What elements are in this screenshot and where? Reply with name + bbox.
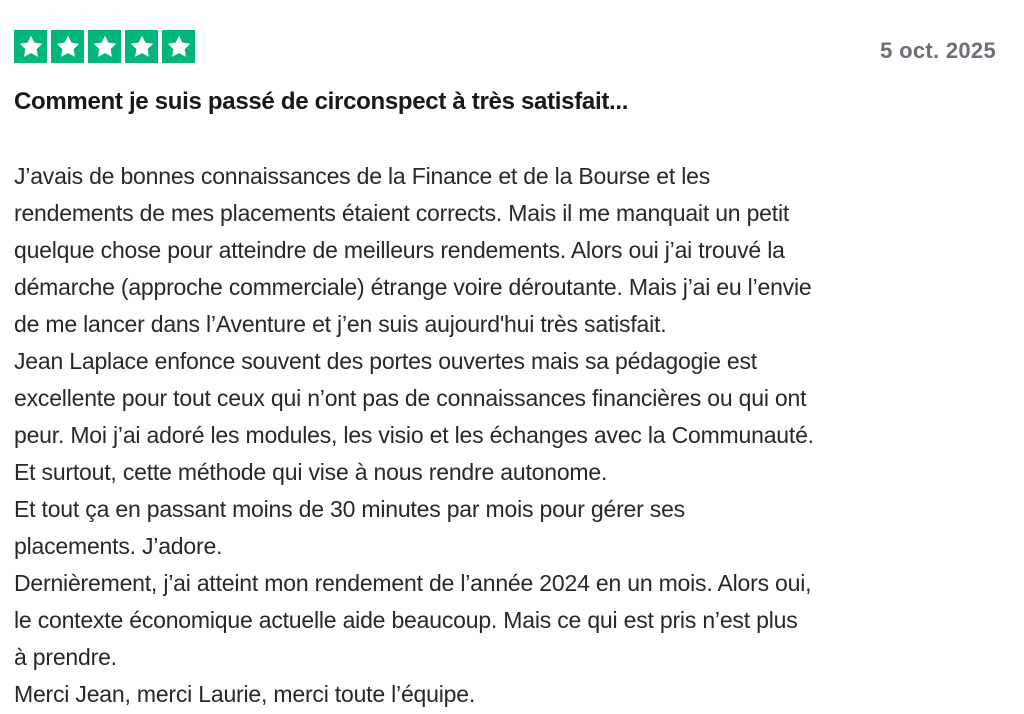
review-body-line: Jean Laplace enfonce souvent des portes ouvertes mais sa pédagogie est <box>14 348 757 374</box>
star-icon <box>88 30 121 63</box>
review-body-line: excellente pour tout ceux qui n’ont pas de connaissances financières ou qui ont <box>14 385 807 411</box>
review-body <box>14 158 996 713</box>
review-body-line: Merci Jean, merci Laurie, merci toute l’équipe. <box>14 681 476 707</box>
review-body-line: Dernièrement, j’ai atteint mon rendement de l’année 2024 en un mois. Alors oui, <box>14 570 812 596</box>
star-icon <box>51 30 84 63</box>
star-icon <box>125 30 158 63</box>
review-header <box>14 30 996 64</box>
review-body-line: peur. Moi j’ai adoré les modules, les visio et les échanges avec la Communauté. <box>14 422 814 448</box>
review-body-line: Et surtout, cette méthode qui vise à nous rendre autonome. <box>14 459 608 485</box>
review-body-line: à prendre. <box>14 644 117 670</box>
review-body-line: démarche (approche commerciale) étrange voire déroutante. Mais j’ai eu l’envie <box>14 274 812 300</box>
review-body-line: le contexte économique actuelle aide beaucoup. Mais ce qui est pris n’est plus <box>14 607 798 633</box>
review-body-line: Et tout ça en passant moins de 30 minutes par mois pour gérer ses <box>14 496 685 522</box>
star-icon <box>162 30 195 63</box>
review-body-line: J’avais de bonnes connaissances de la Finance et de la Bourse et les <box>14 163 711 189</box>
review-body-line: placements. J’adore. <box>14 533 223 559</box>
review-body-line: de me lancer dans l’Aventure et j’en suis aujourd'hui très satisfait. <box>14 311 667 337</box>
review-body-line: quelque chose pour atteindre de meilleurs rendements. Alors oui j’ai trouvé la <box>14 237 785 263</box>
review-title: Comment je suis passé de circonspect à très satisfait... <box>14 88 629 115</box>
review-body-line: rendements de mes placements étaient corrects. Mais il me manquait un petit <box>14 200 790 226</box>
review-date: 5 oct. 2025 <box>880 38 996 63</box>
star-icon <box>14 30 47 63</box>
star-rating <box>14 30 195 63</box>
